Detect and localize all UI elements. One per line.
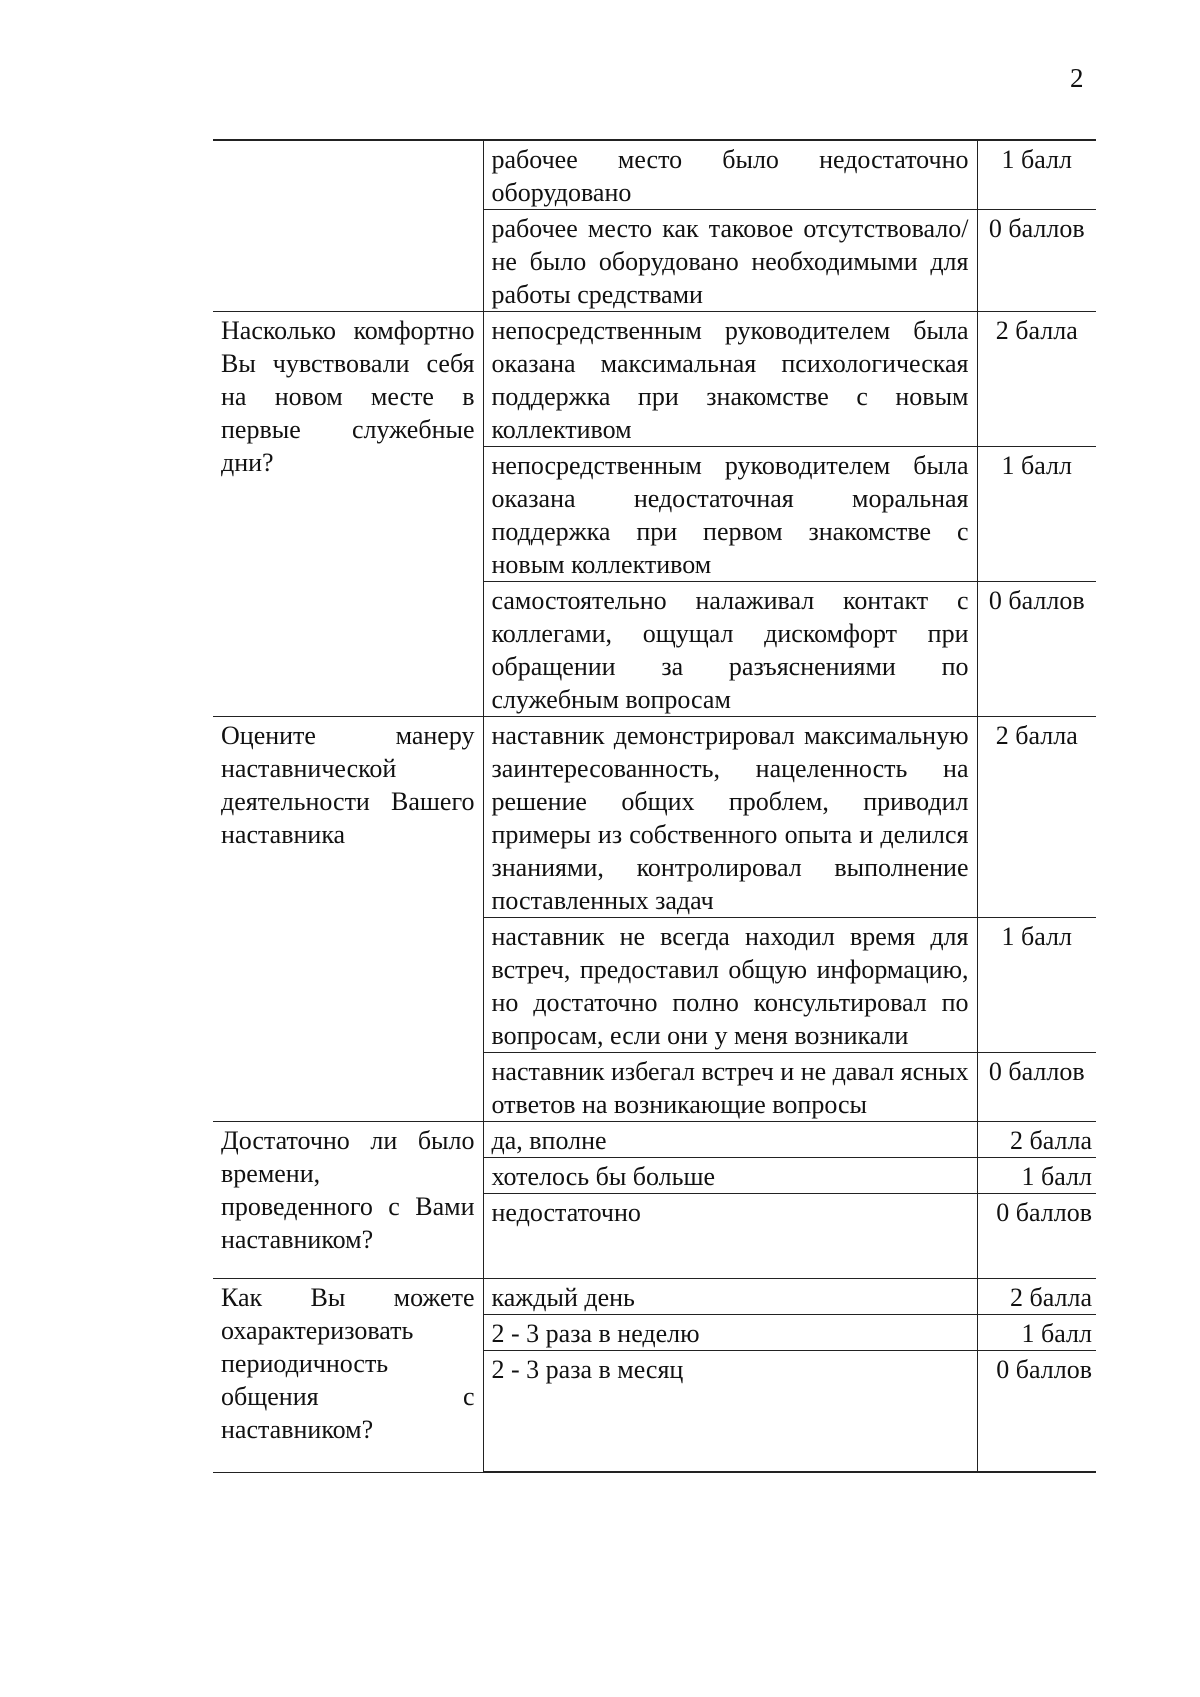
score-cell: 0 баллов <box>977 1053 1096 1122</box>
score-cell: 1 балл <box>977 918 1096 1053</box>
score-cell: 2 балла <box>977 1279 1096 1315</box>
question-cell: Насколько комфортно Вы чувствовали себя на новом месте в первые служебные дни? <box>213 312 483 717</box>
answer-cell: наставник избегал встреч и не давал ясных ответов на возникающие вопросы <box>483 1053 977 1122</box>
question-cell-continued <box>213 140 483 312</box>
answer-cell: недостаточно <box>483 1194 977 1279</box>
answer-cell: да, вполне <box>483 1122 977 1158</box>
answer-cell: рабочее место как таковое отсутствовало/ не было оборудовано необходимыми для работы средствами <box>483 210 977 312</box>
answer-cell: наставник не всегда находил время для встреч, предоставил общую информацию, но достаточно полно консультировал по вопросам, если они у меня возникали <box>483 918 977 1053</box>
answer-cell: рабочее место было недостаточно оборудовано <box>483 140 977 210</box>
score-cell: 2 балла <box>977 717 1096 918</box>
answer-cell: 2 - 3 раза в неделю <box>483 1315 977 1351</box>
table-row <box>213 717 1096 918</box>
score-cell: 1 балл <box>977 140 1096 210</box>
score-cell: 1 балл <box>977 1315 1096 1351</box>
answer-cell: каждый день <box>483 1279 977 1315</box>
answer-cell: непосредственным руководителем была оказана максимальная психологическая поддержка при знакомстве с новым коллективом <box>483 312 977 447</box>
answer-cell: наставник демонстрировал максимальную заинтересованность, нацеленность на решение общих проблем, приводил примеры из собственного опыта и делился знаниями, контролировал выполнение поставленных задач <box>483 717 977 918</box>
answer-cell: самостоятельно налаживал контакт с коллегами, ощущал дискомфорт при обращении за разъяснениями по служебным вопросам <box>483 582 977 717</box>
page-number: 2 <box>1070 63 1084 93</box>
table-row <box>213 312 1096 447</box>
score-cell: 0 баллов <box>977 210 1096 312</box>
table-row <box>213 140 1096 210</box>
score-cell: 1 балл <box>977 1158 1096 1194</box>
score-cell: 1 балл <box>977 447 1096 582</box>
answer-cell: непосредственным руководителем была оказана недостаточная моральная поддержка при первом знакомстве с новым коллективом <box>483 447 977 582</box>
survey-table <box>213 139 1096 1473</box>
question-cell: Достаточно ли было времени, проведенного с Вами наставником? <box>213 1122 483 1279</box>
score-cell: 0 баллов <box>977 1351 1096 1473</box>
answer-cell: 2 - 3 раза в месяц <box>483 1351 977 1473</box>
table-row <box>213 1279 1096 1315</box>
score-cell: 2 балла <box>977 1122 1096 1158</box>
table-row <box>213 1122 1096 1158</box>
score-cell: 2 балла <box>977 312 1096 447</box>
score-cell: 0 баллов <box>977 582 1096 717</box>
question-cell: Оцените манеру наставнической деятельности Вашего наставника <box>213 717 483 1122</box>
score-cell: 0 баллов <box>977 1194 1096 1279</box>
answer-cell: хотелось бы больше <box>483 1158 977 1194</box>
question-cell: Как Вы можете охарактеризовать периодичность общения с наставником? <box>213 1279 483 1473</box>
